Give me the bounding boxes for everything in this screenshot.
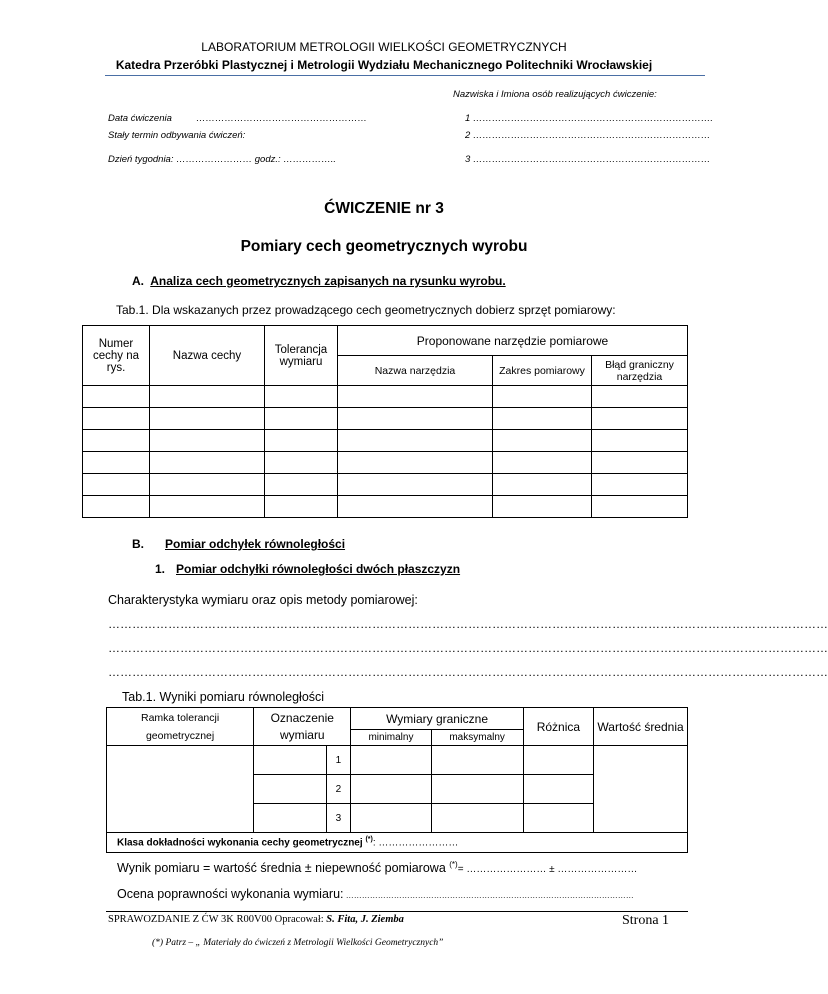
col-numer: Numer cechy na rys. (83, 326, 150, 386)
result-formula: Wynik pomiaru = wartość średnia ± niepewność pomiarowa (117, 861, 446, 876)
footer-divider (106, 911, 688, 912)
col-maksymalny: maksymalny (431, 730, 523, 746)
assessment-field[interactable]: ……………………………………………………………………………………………… (343, 891, 634, 900)
section-a-heading (132, 274, 506, 288)
exercise-subtitle: Pomiary cech geometrycznych wyrobu (240, 238, 528, 255)
tolerance-frame-cell[interactable] (107, 746, 254, 833)
col-blad: Błąd graniczny narzędzia (592, 356, 688, 386)
row-number: 3 (326, 804, 351, 833)
table2-caption: Tab.1. Wyniki pomiaru równoległości (122, 690, 325, 704)
accuracy-class-field[interactable]: : …………………… (372, 837, 459, 849)
col-ramka: Ramka tolerancji geometrycznej (107, 708, 254, 746)
name-field-1[interactable]: 1 …………………………………………………………………. (465, 113, 714, 124)
col-nazwa-narzedzia: Nazwa narzędzia (338, 356, 493, 386)
name-field-2[interactable]: 2 ………………………………………………………………… (465, 130, 711, 141)
header-divider (105, 75, 705, 76)
table-row (83, 496, 688, 518)
col-roznica: Różnica (523, 708, 593, 746)
table1-caption: Tab.1. Dla wskazanych przez prowadzącego cech geometrycznych dobierz sprzęt pomiarowy: (116, 303, 616, 317)
row-number: 1 (326, 746, 351, 775)
section-a-letter: A. (132, 274, 144, 288)
col-nazwa: Nazwa cechy (150, 326, 265, 386)
description-line-1[interactable]: ……………………………………………………………………………………………………………………………………………………………… (108, 617, 828, 631)
table-row (83, 474, 688, 496)
col-srednia: Wartość średnia (594, 708, 688, 746)
col-wymiary-graniczne: Wymiary graniczne (351, 708, 523, 730)
table-row (83, 386, 688, 408)
description-line-3[interactable]: ……………………………………………………………………………………………………………………………………………………………… (108, 665, 828, 679)
authors: S. Fita, J. Ziemba (326, 914, 404, 925)
col-tolerancja: Tolerancja wymiaru (265, 326, 338, 386)
result-line: Wynik pomiaru = wartość średnia ± niepewność pomiarowa (*)= …………………… ± …………………… (117, 860, 638, 876)
row-number: 2 (326, 775, 351, 804)
names-label: Nazwiska i Imiona osób realizujących ćwiczenie: (453, 89, 657, 100)
method-description-label: Charakterystyka wymiaru oraz opis metody pomiarowej: (108, 593, 418, 607)
assessment-label: Ocena poprawności wykonania wymiaru: (117, 887, 344, 901)
section-a-text: Analiza cech geometrycznych zapisanych na rysunku wyrobu. (150, 274, 506, 288)
name-field-3[interactable]: 3 ………………………………………………………………… (465, 154, 711, 165)
col-oznaczenie: Oznaczenie wymiaru (254, 708, 351, 746)
lab-title: LABORATORIUM METROLOGII WIELKOŚCI GEOMETRYCZNYCH (201, 40, 567, 54)
parallelism-results-table (106, 707, 688, 853)
table-row (83, 452, 688, 474)
description-line-2[interactable]: ……………………………………………………………………………………………………………………………………………………………… (108, 641, 828, 655)
table-row (83, 430, 688, 452)
equipment-table (82, 325, 688, 518)
table-row (107, 746, 688, 775)
report-id: SPRAWOZDANIE Z ĆW 3K R00V00 Opracował: (108, 914, 327, 925)
col-zakres: Zakres pomiarowy (493, 356, 592, 386)
term-label: Stały termin odbywania ćwiczeń: (108, 130, 246, 141)
department-title: Katedra Przeróbki Plastycznej i Metrologii Wydziału Mechanicznego Politechniki Wrocławskiej (115, 58, 653, 72)
col-minimalny: minimalny (351, 730, 431, 746)
section-b-letter: B. (132, 537, 144, 551)
accuracy-class-label: Klasa dokładności wykonania cechy geometrycznej (117, 837, 363, 849)
footnote: (*) Patrz – „ Materiały do ćwiczeń z Metrologii Wielkości Geometrycznych” (152, 938, 444, 948)
date-field[interactable]: ……………………………………………… (196, 113, 367, 124)
table-row (83, 408, 688, 430)
date-label: Data ćwiczenia (108, 113, 172, 124)
day-hour-field[interactable]: Dzień tygodnia: …………………… godz.: …………….. (108, 154, 337, 165)
report-footer (108, 914, 404, 925)
accuracy-class-row[interactable]: Klasa dokładności wykonania cechy geometrycznej (*): …………………… (107, 833, 688, 853)
section-b-heading: Pomiar odchyłek równoległości (165, 537, 346, 551)
page-number: Strona 1 (622, 913, 670, 928)
assessment-line (117, 887, 634, 901)
col-proponowane: Proponowane narzędzie pomiarowe (338, 326, 688, 356)
section-b1-num: 1. (155, 562, 166, 576)
section-b1-heading: Pomiar odchyłki równoległości dwóch płaszczyzn (176, 562, 461, 576)
result-field[interactable]: = …………………… ± …………………… (457, 864, 638, 876)
exercise-title: ĆWICZENIE nr 3 (324, 200, 444, 217)
